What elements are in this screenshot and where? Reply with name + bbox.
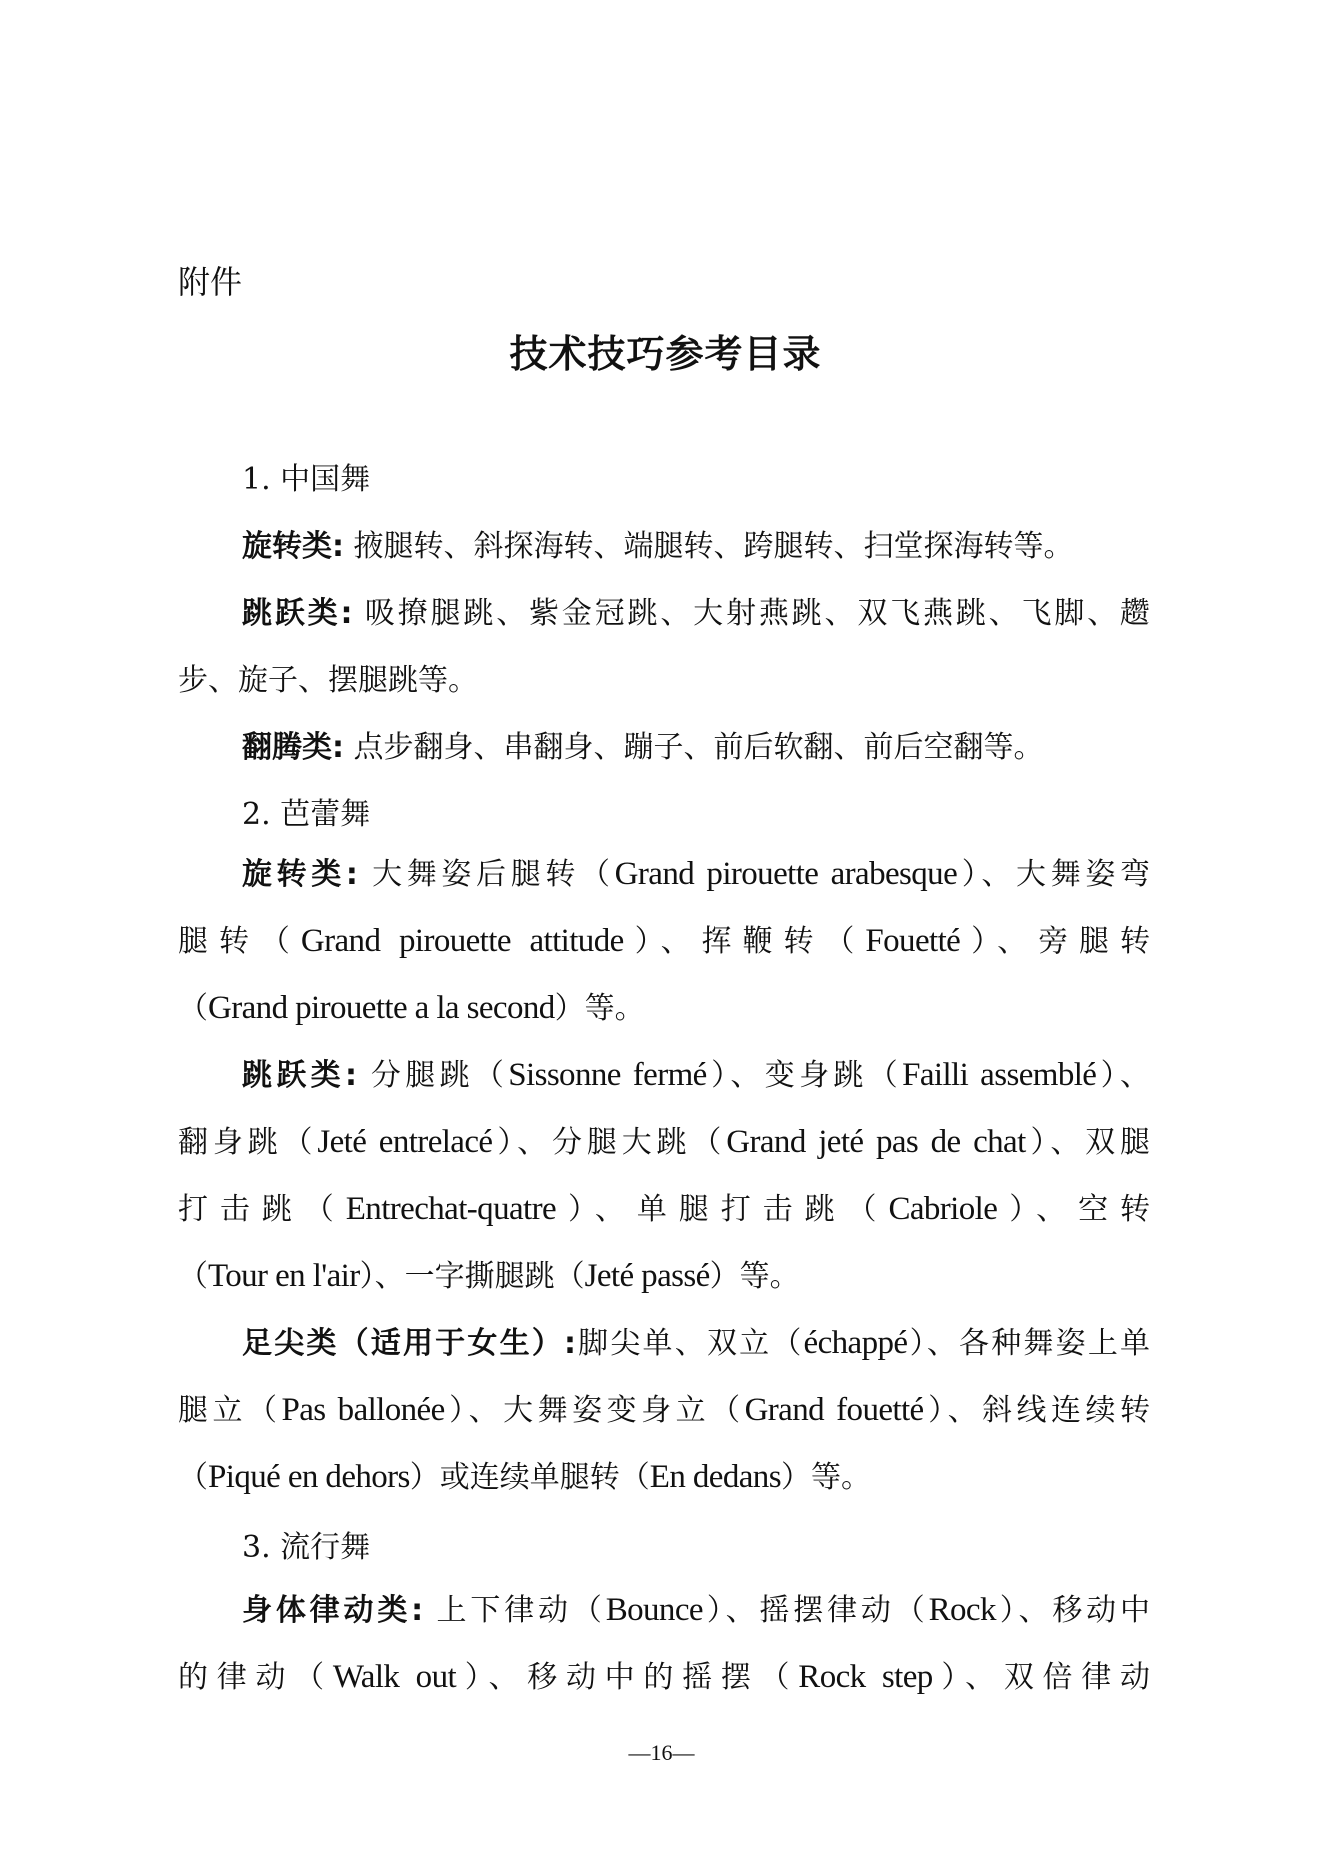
line-text: 上下律动（ (436, 1593, 606, 1628)
term-french: Jeté passé (584, 1258, 710, 1294)
category-label: 跳跃类: (242, 596, 353, 631)
term-french: Tour en l'air (208, 1258, 360, 1294)
term-french: Failli assemblé (902, 1057, 1097, 1093)
page-title-text: 技术技巧参考目录 (509, 331, 822, 376)
line-text: ）等。 (554, 991, 645, 1026)
term-french: Jeté entrelacé (317, 1124, 493, 1160)
term-french: Fouetté (865, 923, 961, 959)
paragraph-line (178, 1457, 1150, 1498)
line-text: 步、旋子、摆腿跳等。 (178, 663, 478, 698)
paragraph-line (242, 527, 1150, 567)
paragraph-line (178, 988, 1150, 1029)
term-english: Bounce (605, 1592, 703, 1628)
term-french: Grand pirouette attitude (300, 923, 624, 959)
paragraph-line (178, 1256, 1150, 1297)
category-label: 旋转类: (242, 857, 358, 892)
page-number: —16— (628, 1740, 695, 1765)
line-text: ）、挥鞭转（ (623, 924, 866, 959)
term-french: Entrechat-quatre (345, 1191, 557, 1227)
category-label: 跳跃类: (242, 1058, 358, 1093)
line-text: 吸撩腿跳、紫金冠跳、大射燕跳、双飞燕跳、飞脚、趱 (352, 596, 1150, 631)
line-text: 脚尖单、双立（ (575, 1326, 804, 1361)
paragraph-line (178, 661, 1150, 701)
line-text: ）、 (1096, 1058, 1151, 1093)
line-text: 大舞姿后腿转（ (372, 857, 615, 892)
line-text: ）、大舞姿变身立（ (444, 1393, 745, 1428)
term-english: Rock step (798, 1659, 933, 1695)
line-text: ）、移动中的摇摆（ (456, 1660, 799, 1695)
term-english: Walk out (332, 1659, 457, 1695)
line-text: ）、变身跳（ (706, 1058, 903, 1093)
line-text: ）、旁腿转 (960, 924, 1151, 959)
term-french: Grand jeté pas de chat (726, 1124, 1026, 1160)
line-text: ）等。 (709, 1259, 800, 1294)
line-text: ）、摇摆律动（ (702, 1593, 929, 1628)
line-text: ）、双倍律动 (932, 1660, 1151, 1695)
category-label: 翻腾类: (242, 730, 344, 765)
line-text: ）、空转 (997, 1192, 1151, 1227)
paragraph-line (242, 854, 1150, 895)
line-text: ）、单腿打击跳（ (556, 1192, 889, 1227)
line-text: ）、双腿 (1025, 1125, 1151, 1160)
section-heading-ballet: 2. 芭蕾舞 (242, 797, 371, 832)
category-label: 旋转类: (242, 529, 344, 564)
term-french: Grand pirouette a la second (208, 990, 555, 1026)
term-french: Sissonne fermé (508, 1057, 707, 1093)
section-heading-popular-dance: 3. 流行舞 (242, 1530, 371, 1565)
section-heading-chinese-dance: 1. 中国舞 (242, 462, 371, 497)
term-french: Grand pirouette arabesque (614, 856, 958, 892)
line-text: 腿立（ (178, 1393, 282, 1428)
term-french: échappé (803, 1325, 908, 1361)
line-text: ）等。 (780, 1460, 871, 1495)
line-text: （ (178, 991, 208, 1026)
paragraph-line (242, 1055, 1150, 1096)
line-text: （ (178, 1460, 208, 1495)
category-label: 足尖类（适用于女生）: (242, 1326, 576, 1361)
paragraph-line (178, 921, 1150, 962)
line-text: 打击跳（ (178, 1192, 346, 1227)
page-title (0, 323, 1323, 378)
term-french: Piqué en dehors (208, 1459, 410, 1495)
paragraph-line (242, 594, 1150, 634)
paragraph-line (242, 728, 1150, 768)
line-text: ）、分腿大跳（ (492, 1125, 727, 1160)
paragraph-line (178, 1657, 1150, 1698)
line-text: 的律动（ (178, 1660, 333, 1695)
term-french: En dedans (649, 1459, 781, 1495)
paragraph-line (242, 1590, 1150, 1631)
term-french: Pas ballonée (281, 1392, 445, 1428)
paragraph-line (178, 1122, 1150, 1163)
line-text: 腿转（ (178, 924, 301, 959)
line-text: （ (178, 1259, 208, 1294)
line-text: 掖腿转、斜探海转、端腿转、跨腿转、扫堂探海转等。 (344, 529, 1074, 564)
attachment-label: 附件 (178, 263, 243, 301)
line-text: ）、大舞姿弯 (957, 857, 1150, 892)
line-text: ）、移动中 (995, 1593, 1151, 1628)
category-label: 身体律动类: (242, 1593, 424, 1628)
line-text: ）、斜线连续转 (923, 1393, 1151, 1428)
line-text: 翻身跳（ (178, 1125, 318, 1160)
line-text: ）或连续单腿转（ (409, 1460, 650, 1495)
line-text: ）、各种舞姿上单 (907, 1326, 1151, 1361)
term-french: Cabriole (888, 1191, 998, 1227)
paragraph-line (178, 1189, 1150, 1230)
line-text: 点步翻身、串翻身、蹦子、前后软翻、前后空翻等。 (344, 730, 1044, 765)
paragraph-line (178, 1390, 1150, 1431)
term-french: Grand fouetté (744, 1392, 924, 1428)
term-english: Rock (928, 1592, 996, 1628)
line-text: ）、一字撕腿跳（ (359, 1259, 585, 1294)
line-text: 分腿跳（ (370, 1058, 509, 1093)
paragraph-line (242, 1323, 1150, 1364)
